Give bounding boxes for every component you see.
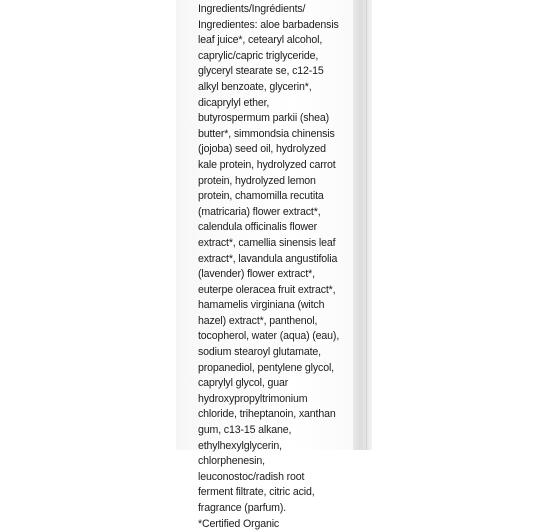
ingredients-line: alkyl benzoate, glycerin*,: [198, 80, 312, 93]
ingredients-line: hamamelis virginiana (witch: [198, 299, 325, 312]
ingredients-line: hazel) extract*, panthenol,: [198, 314, 318, 327]
ingredients-line: extract*, lavandula angustifolia: [198, 252, 338, 265]
ingredients-line: caprylyl glycol, guar: [198, 377, 289, 390]
ingredients-line: extract*, camellia sinensis leaf: [198, 236, 336, 249]
ingredients-line: Ingredientes: aloe barbadensis: [198, 18, 339, 31]
ingredients-line: sodium stearoyl glutamate,: [198, 346, 321, 359]
ingredients-line: calendula officinalis flower: [198, 221, 317, 234]
ingredients-line: Ingredients/Ingrédients/: [198, 3, 306, 15]
ingredients-line: euterpe oleracea fruit extract*,: [198, 283, 336, 296]
ingredients-line: butyrospermum parkii (shea): [198, 112, 330, 125]
ingredients-line: fragrance (parfum).: [198, 502, 287, 514]
ingredients-line: dicaprylyl ether,: [198, 96, 270, 109]
ingredients-line: chlorphenesin,: [198, 455, 265, 468]
ingredients-line: butter*, simmondsia chinensis: [198, 127, 335, 140]
ingredients-line: kale protein, hydrolyzed carrot: [198, 158, 336, 171]
bottle-edge-shadow: [353, 0, 372, 450]
ingredients-line: chloride, triheptanoin, xanthan: [198, 408, 336, 421]
ingredients-line: (jojoba) seed oil, hydrolyzed: [198, 143, 326, 156]
ingredients-line: leuconostoc/radish root: [198, 470, 305, 483]
ingredients-line: hydroxypropyltrimonium: [198, 392, 308, 405]
ingredients-line: caprylic/capric triglyceride,: [198, 49, 319, 62]
ingredients-line: gum, c13-15 alkane,: [198, 424, 292, 437]
ingredients-line: (lavender) flower extract*,: [198, 268, 315, 281]
ingredients-line: protein, chamomilla recutita: [198, 190, 324, 203]
ingredients-line: glyceryl stearate se, c12-15: [198, 65, 324, 78]
ingredients-line: propanediol, pentylene glycol,: [198, 361, 334, 374]
bottle-edge: [366, 0, 367, 450]
ingredients-line: (matricaria) flower extract*,: [198, 205, 321, 218]
ingredients-line: leaf juice*, cetearyl alcohol,: [198, 34, 323, 47]
ingredients-list: [198, 2, 354, 532]
ingredients-line: protein, hydrolyzed lemon: [198, 174, 316, 187]
ingredients-line: ethylhexylglycerin,: [198, 439, 282, 452]
ingredients-line: ferment filtrate, citric acid,: [198, 486, 315, 499]
ingredients-line: *Certified Organic: [198, 517, 280, 530]
ingredients-line: tocopherol, water (aqua) (eau),: [198, 330, 340, 343]
